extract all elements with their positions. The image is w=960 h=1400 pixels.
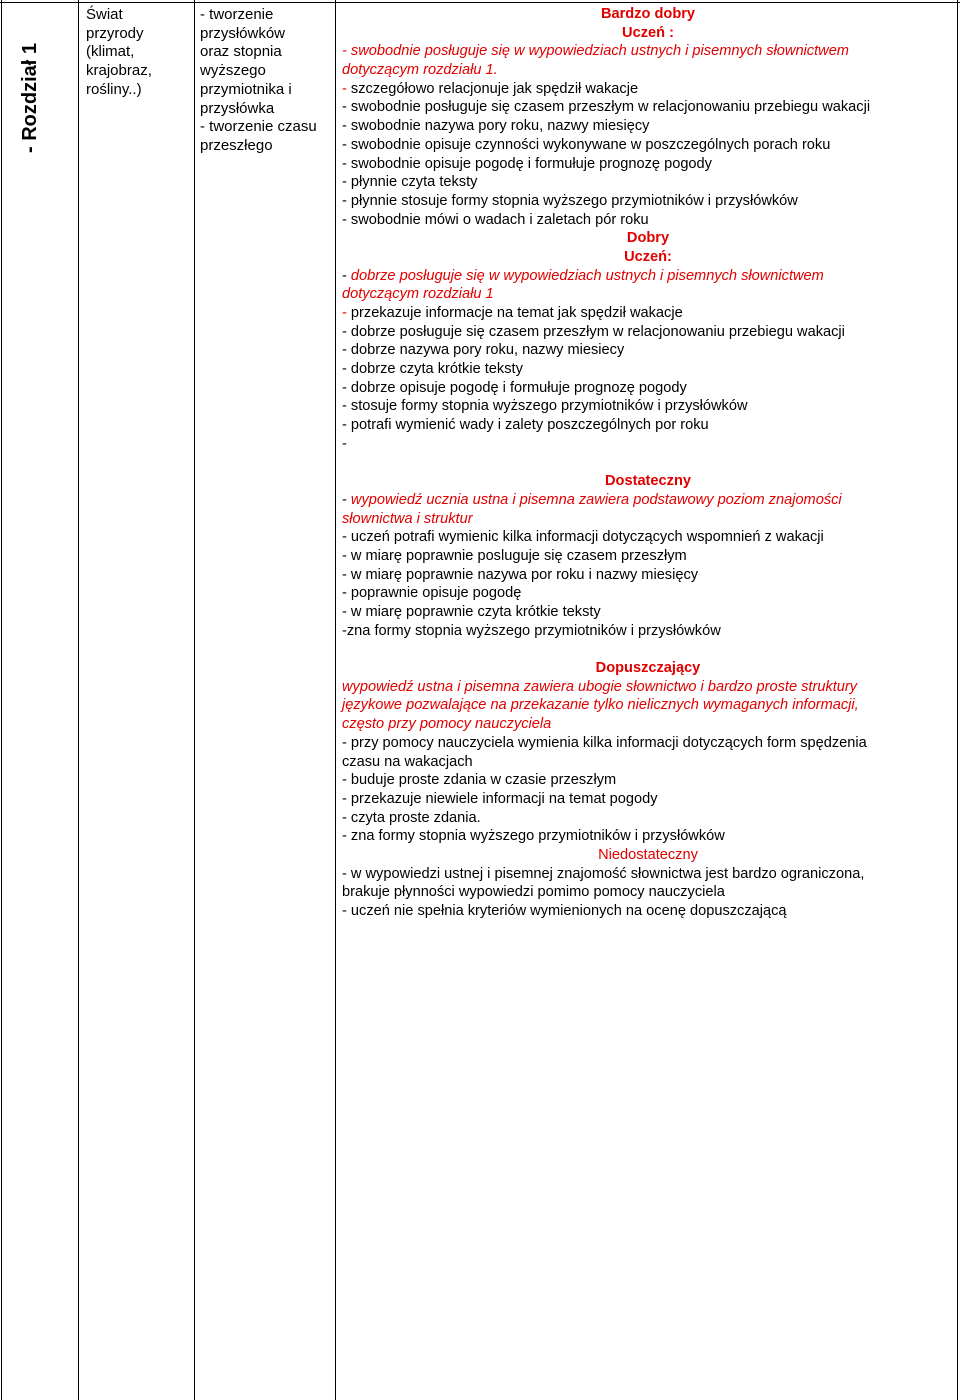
column-border-2	[194, 0, 195, 1400]
column-border-3	[335, 0, 336, 1400]
requirement-item: - w miarę poprawnie czyta krótkie teksty	[342, 604, 601, 620]
requirement-item: -zna formy stopnia wyższego przymiotników i przysłówków	[342, 622, 721, 639]
grade-summary-line: słownictwa i struktur	[342, 510, 473, 527]
topic-line: Świat	[86, 6, 123, 23]
requirements-cell	[342, 5, 954, 921]
requirement-item: - przekazuje niewiele informacji na temat pogody	[342, 790, 658, 807]
requirement-item: - w wypowiedzi ustnej i pisemnej znajomość słownictwa jest bardzo ograniczona,	[342, 865, 865, 882]
requirement-item: - swobodnie opisuje czynności wykonywane w poszczególnych porach roku	[342, 136, 831, 153]
student-heading: Uczeń:	[624, 248, 672, 265]
requirement-item: - szczegółowo relacjonuje jak spędził wakacje	[342, 80, 639, 97]
grade-summary-line: - dobrze posługuje się w wypowiedziach ustnych i pisemnych słownictwem	[342, 267, 824, 284]
spacer	[342, 640, 954, 659]
requirement-item: - czyta proste zdania.	[342, 809, 481, 826]
grade-summary-line: językowe pozwalające na przekazanie tylko nielicznych wymaganych informacji,	[342, 697, 859, 714]
requirement-item: -	[342, 435, 347, 452]
requirement-item: - uczeń potrafi wymienic kilka informacji dotyczących wspomnień z wakacji	[342, 529, 824, 546]
grammar-line: - tworzenie czasu	[200, 118, 317, 136]
requirement-item: - potrafi wymienić wady i zalety poszczególnych por roku	[342, 417, 709, 434]
topic-line: rośliny..)	[86, 80, 142, 98]
grammar-cell	[200, 6, 330, 156]
grammar-line: - tworzenie	[200, 6, 274, 23]
requirement-item: - dobrze nazywa pory roku, nazwy miesiecy	[342, 342, 625, 359]
grade-title-sufficient: Dopuszczający	[595, 660, 701, 677]
requirement-item: czasu na wakacjach	[342, 753, 473, 770]
topic-line: (klimat,	[86, 43, 135, 61]
requirement-item: - poprawnie opisuje pogodę	[342, 585, 522, 602]
grammar-line: wyższego	[200, 62, 266, 80]
topic-line: przyrody	[86, 24, 144, 42]
grammar-line: oraz stopnia	[200, 43, 282, 61]
table-top-border	[0, 2, 960, 3]
requirement-item: - buduje proste zdania w czasie przeszłym	[342, 772, 617, 789]
requirement-item: - zna formy stopnia wyższego przymiotników i przysłówków	[342, 828, 725, 845]
grammar-line: przeszłego	[200, 136, 273, 154]
grade-title-very-good: Bardzo dobry	[600, 6, 696, 22]
requirement-item: - płynnie czyta teksty	[342, 174, 478, 191]
requirement-item: - dobrze opisuje pogodę i formułuje prognozę pogody	[342, 379, 687, 396]
requirement-item: - przekazuje informacje na temat jak spędził wakacje	[342, 305, 683, 321]
topic-cell	[86, 6, 190, 100]
chapter-cell	[0, 3, 78, 153]
requirement-item: - swobodnie nazywa pory roku, nazwy miesięcy	[342, 118, 650, 135]
grammar-line: przysłówka	[200, 99, 275, 117]
grade-summary-line: wypowiedź ustna i pisemna zawiera ubogie słownictwo i bardzo proste struktury	[342, 678, 858, 695]
chapter-label: - Rozdział 1	[19, 42, 41, 153]
grade-summary-line: dotyczącym rozdziału 1.	[342, 62, 498, 79]
requirement-item: - dobrze posługuje się czasem przeszłym w relacjonowaniu przebiegu wakacji	[342, 323, 845, 340]
student-heading: Uczeń :	[622, 24, 674, 41]
grade-title-satisfactory: Dostateczny	[605, 473, 691, 490]
column-border-right	[957, 0, 958, 1400]
requirement-item: - swobodnie opisuje pogodę i formułuje prognozę pogody	[342, 155, 712, 172]
grade-summary-line: - swobodnie posługuje się w wypowiedziach ustnych i pisemnych słownictwem	[342, 43, 849, 60]
grade-summary-line: - wypowiedź ucznia ustna i pisemna zawiera podstawowy poziom znajomości	[342, 491, 842, 508]
grade-summary-line: często przy pomocy nauczyciela	[342, 716, 552, 733]
requirement-item: brakuje płynności wypowiedzi pomimo pomocy nauczyciela	[342, 884, 725, 901]
requirement-item: - przy pomocy nauczyciela wymienia kilka informacji dotyczących form spędzenia	[342, 734, 867, 751]
topic-line: krajobraz,	[86, 62, 152, 80]
grade-title-good: Dobry	[626, 230, 670, 247]
grade-title-insufficient: Niedostateczny	[598, 846, 698, 863]
requirement-item: - płynnie stosuje formy stopnia wyższego przymiotników i przysłówków	[342, 192, 798, 209]
requirement-item: - w miarę poprawnie nazywa por roku i nazwy miesięcy	[342, 566, 699, 583]
column-border-1	[78, 0, 79, 1400]
requirement-item: - stosuje formy stopnia wyższego przymiotników i przysłówków	[342, 398, 748, 415]
requirement-item: - swobodnie mówi o wadach i zaletach pór roku	[342, 211, 649, 228]
requirement-item: - dobrze czyta krótkie teksty	[342, 361, 523, 378]
requirement-item: - uczeń nie spełnia kryteriów wymienionych na ocenę dopuszczającą	[342, 903, 787, 919]
requirement-item: - swobodnie posługuje się czasem przeszłym w relacjonowaniu przebiegu wakacji	[342, 99, 871, 116]
spacer	[342, 454, 954, 473]
column-border-left	[1, 0, 2, 1400]
requirement-item: - w miarę poprawnie posluguje się czasem przeszłym	[342, 547, 687, 564]
grammar-line: przymiotnika i	[200, 80, 292, 98]
grade-summary-line: dotyczącym rozdziału 1	[342, 286, 494, 303]
grammar-line: przysłówków	[200, 24, 286, 42]
